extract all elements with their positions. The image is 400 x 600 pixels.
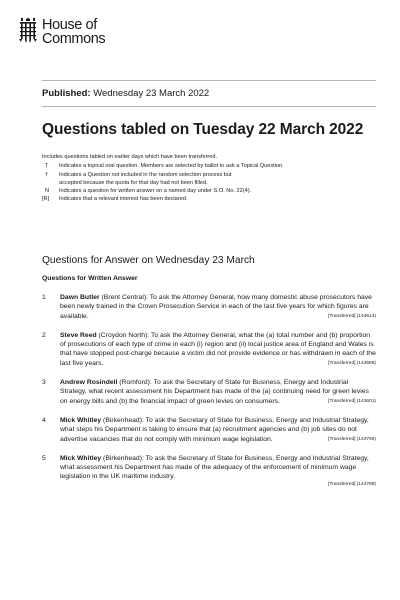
question-item <box>42 293 376 321</box>
constituency: (Croydon North): <box>96 331 151 339</box>
key-symbol: T <box>45 163 49 170</box>
question-tag: [Transferred] (143798) <box>328 481 376 487</box>
question-tag: [Transferred] (143613) <box>328 313 376 319</box>
question-text: To ask the Secretary of State for Business, Energy and Industrial Strategy, what recent assessment his Department has made of the (a) continuing need for green levies on energy bills and (b) the financial impact of green levies on consumers. <box>60 379 369 405</box>
key-symbol: [R] <box>42 196 50 203</box>
question-body <box>60 416 376 444</box>
key-symbol: N <box>45 188 50 195</box>
question-number: 1 <box>42 294 46 301</box>
question-item <box>42 378 376 406</box>
member-name: Andrew Rosindell <box>60 379 118 387</box>
question-tag: [Transferred] (143689) <box>328 360 376 366</box>
house-of-commons-logo <box>18 18 105 46</box>
section-heading: Questions for Answer on Wednesday 23 March <box>42 255 255 266</box>
page-title: Questions tabled on Tuesday 22 March 2022 <box>42 121 364 138</box>
question-number: 2 <box>42 331 46 339</box>
intro-block <box>42 153 372 204</box>
question-tag: [Transferred] (143796) <box>328 436 376 442</box>
member-name: Mick Whitley <box>60 416 102 424</box>
question-tag: [Transferred] (143601) <box>328 398 376 404</box>
question-body <box>60 454 376 488</box>
constituency: (Birkenhead): <box>101 454 146 462</box>
constituency: (Romford): <box>117 379 154 387</box>
question-body <box>60 293 376 321</box>
key-text: Indicates that a relevant interest has been declared. <box>59 196 188 203</box>
key-row-topical <box>42 162 372 170</box>
question-text: To ask the Attorney General, how many domestic abuse prosecutors have been newly trained in the Crown Prosecution Service in each of the last five years for which figures are available. <box>60 294 372 320</box>
question-text: To ask the Attorney General, what the (a) total number and (b) proportion of prosecutions of each type of crime in each (i) region and (ii) local justice area of England and Wales is that have stopped post-charge because a victim did not provide evidence or has withdrawn in each of the last five years. <box>60 331 376 367</box>
key-symbol: † <box>45 171 49 178</box>
key-text: Indicates a Question not included in the random selection process but accepted because the quota for that day had not been filled. <box>59 171 232 186</box>
member-name: Steve Reed <box>60 331 97 339</box>
member-name: Mick Whitley <box>60 454 102 462</box>
logo-line-2: Commons <box>42 31 106 47</box>
subsection-heading: Questions for Written Answer <box>42 275 138 282</box>
member-name: Dawn Butler <box>60 294 100 301</box>
top-divider <box>42 80 376 81</box>
question-body <box>60 331 376 368</box>
question-number: 5 <box>42 454 46 462</box>
constituency: (Birkenhead): <box>101 416 146 424</box>
constituency: (Brent Central): <box>99 294 150 301</box>
key-row-relevant-interest <box>42 195 372 203</box>
questions-list <box>42 293 376 488</box>
question-number: 3 <box>42 379 46 387</box>
key-text: Indicates a question for written answer on a named day under S.O. No. 22(4). <box>59 188 252 195</box>
key-row-named-day <box>42 187 372 195</box>
question-item <box>42 331 376 368</box>
logo-wordmark <box>42 18 105 46</box>
published-line <box>42 88 209 99</box>
question-number: 4 <box>42 416 46 424</box>
portcullis-icon <box>18 18 38 44</box>
question-body <box>60 378 376 406</box>
key-text: Indicates a topical oral question. Members are selected by ballot to ask a Topical Question. <box>59 163 284 170</box>
logo-line-1: House of <box>42 17 97 33</box>
published-label: Published: <box>42 88 91 99</box>
question-text: To ask the Secretary of State for Business, Energy and Industrial Strategy, what steps his Department is taking to ensure that (a) recruitment agencies and (b) job sites do not advertise vacancies that do not comply with minimum wage legislation. <box>60 416 369 443</box>
published-date: Wednesday 23 March 2022 <box>90 88 210 99</box>
question-item <box>42 454 376 488</box>
question-item <box>42 416 376 444</box>
intro-note: Includes questions tabled on earlier days which have been transferred. <box>42 154 218 160</box>
mid-divider <box>42 106 376 107</box>
question-text: To ask the Secretary of State for Business, Energy and Industrial Strategy, what assessment his Department has made of the adequacy of the enforcement of minimum wage legislation in the UK maritime industry. <box>60 454 369 481</box>
key-row-dagger <box>42 171 372 188</box>
